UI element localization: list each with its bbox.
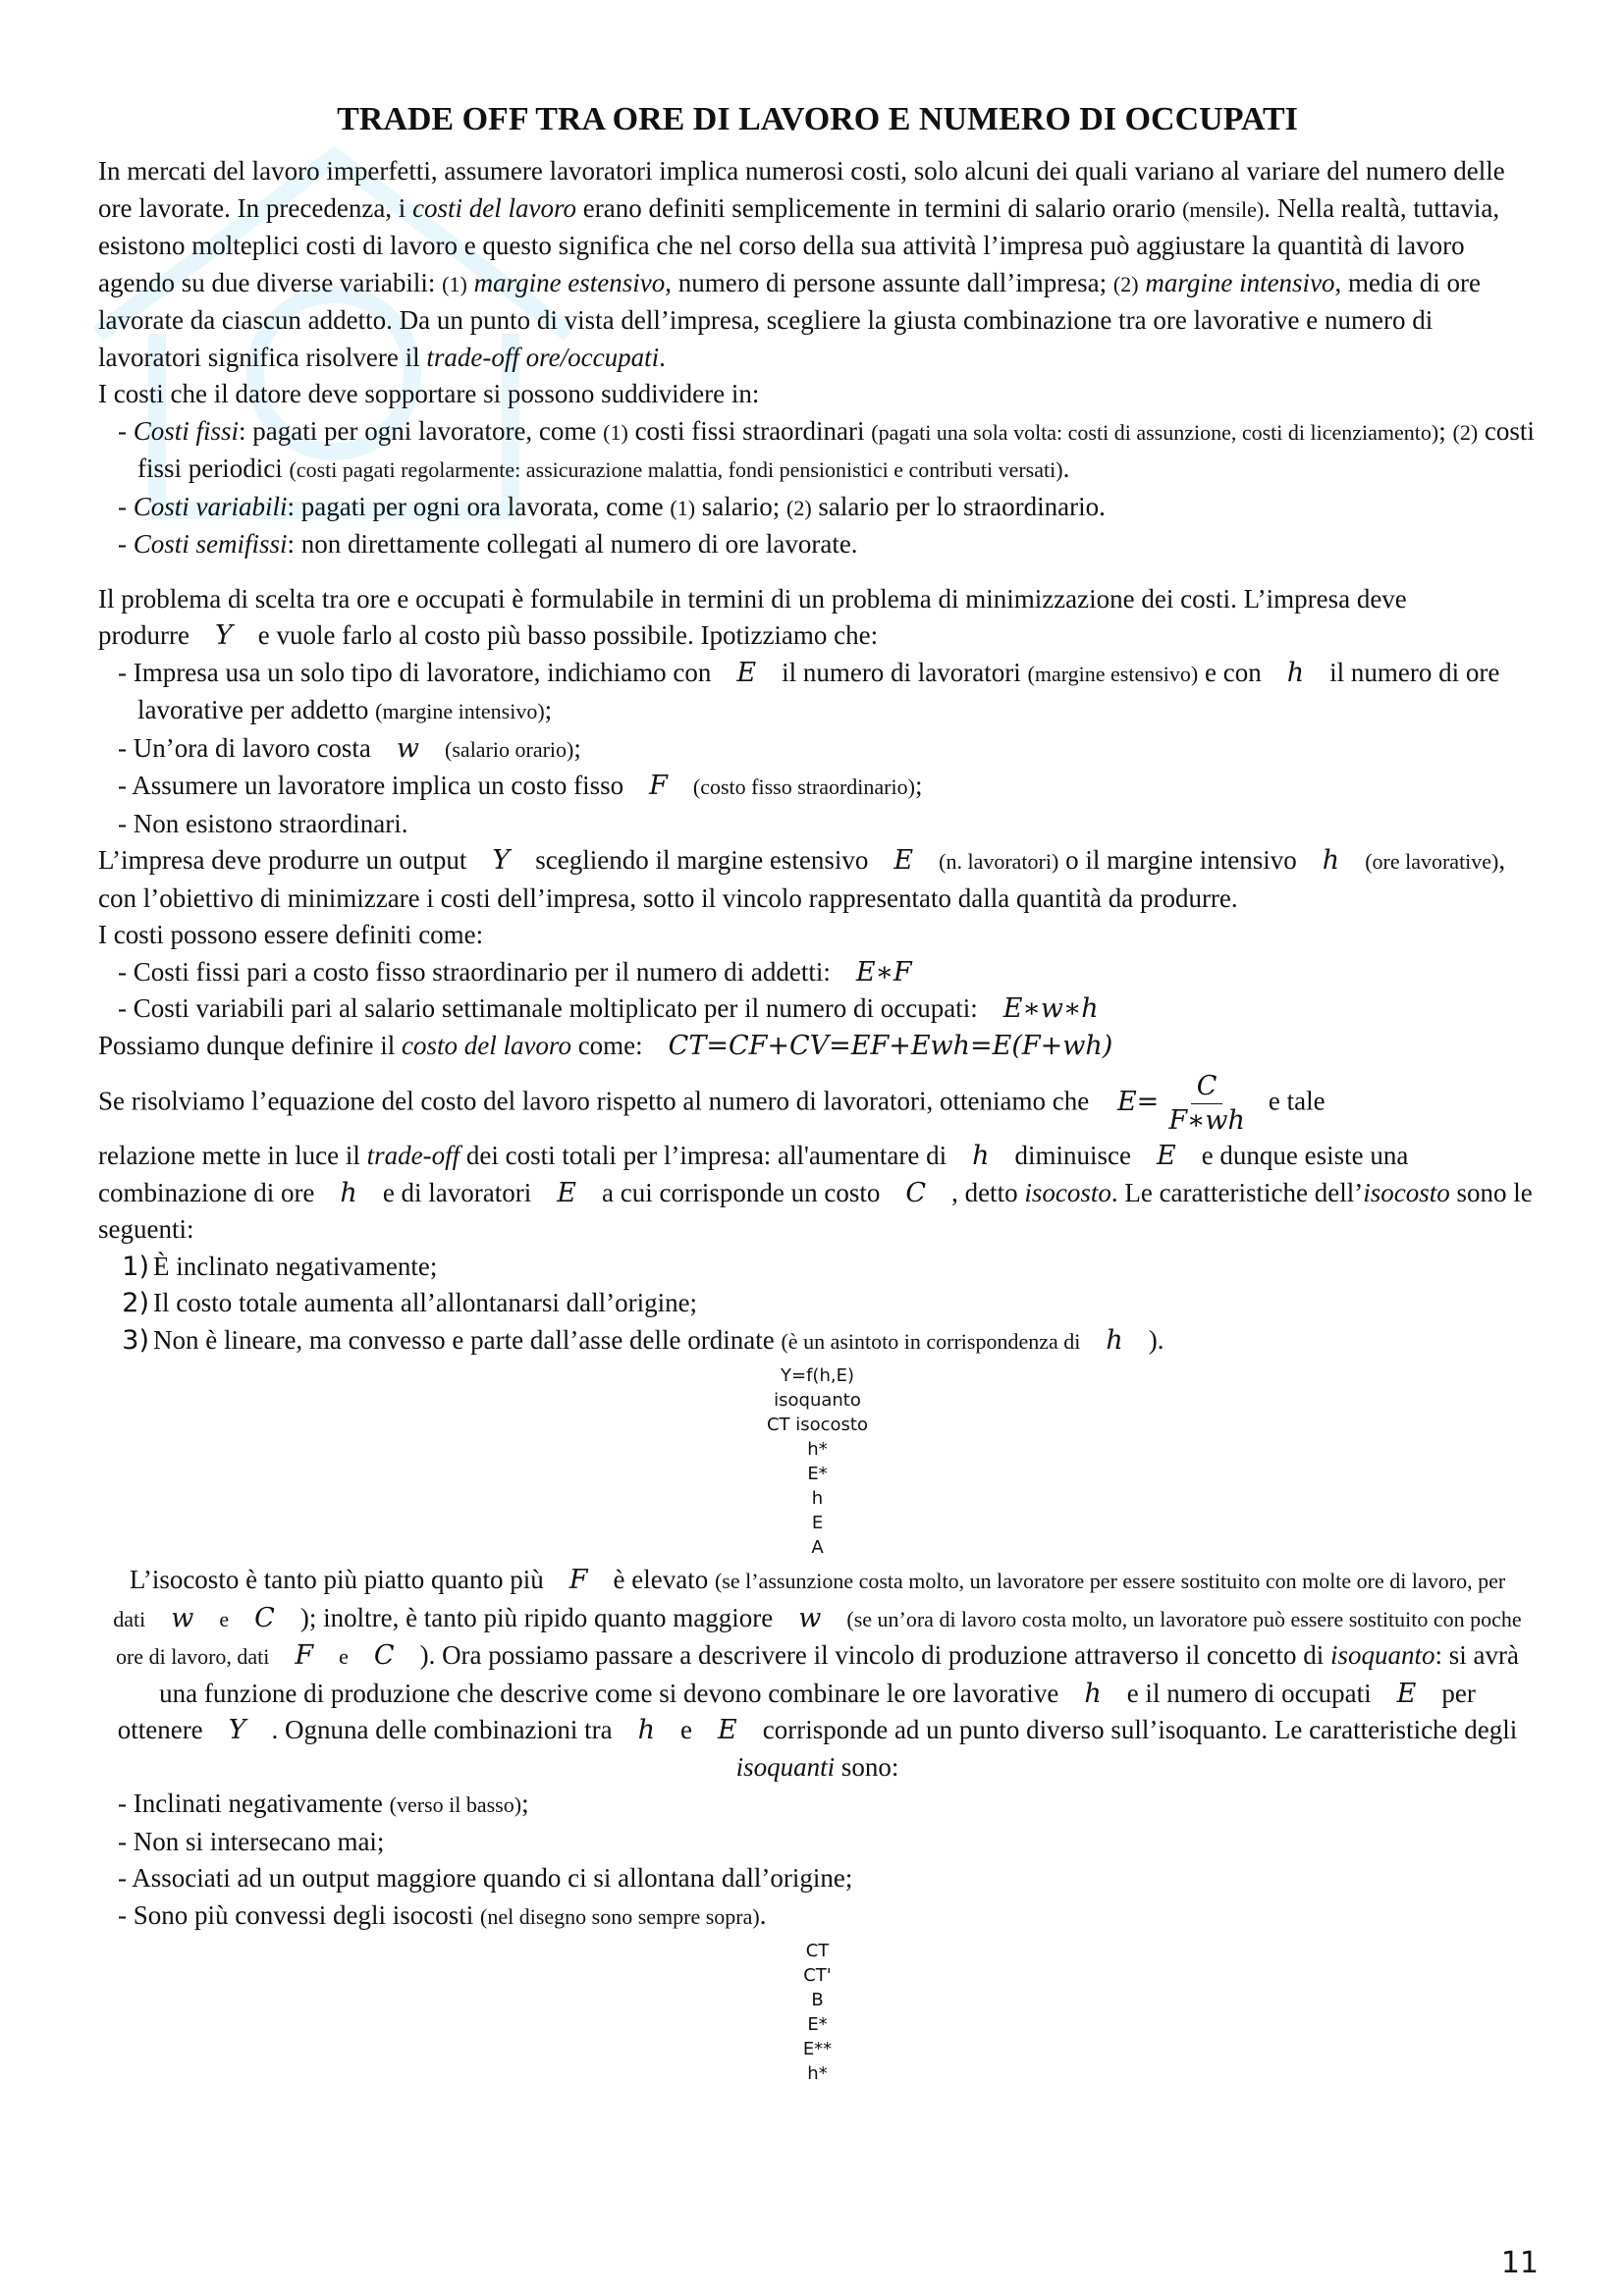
list-item: - Un’ora di lavoro costa w (salario orario); [118, 730, 1537, 769]
list-item: - Assumere un lavoratore implica un costo fisso F (costo fisso straordinario); [118, 768, 1537, 806]
isocost-features-list [98, 1249, 1537, 1361]
page-title: TRADE OFF TRA ORE DI LAVORO E NUMERO DI OCCUPATI [337, 101, 1298, 137]
list-item: - Inclinati negativamente (verso il basso); [118, 1786, 1537, 1824]
fraction-equation: $\frac{C}{F∗wh}$ [1168, 1071, 1245, 1136]
costs-intro: I costi che il datore deve sopportare si possono suddividere in: [98, 379, 760, 408]
list-item: - Sono più convessi degli isocosti (nel disegno sono sempre sopra). [118, 1897, 1537, 1936]
list-item: - Non si intersecano mai; [118, 1824, 1537, 1861]
figure-isoquant-isocost-labels: Y=f(h,E) isoquanto CT isocosto h* E* h E A [766, 1365, 869, 1558]
list-item: - Non esistono straordinari. [118, 806, 1537, 843]
cost-definition-list [98, 954, 1537, 1028]
list-item: - Costi fissi pari a costo fisso straordinario per il numero di addetti: E∗F [118, 954, 1537, 991]
list-item: - Impresa usa un solo tipo di lavoratore, indichiamo con E il numero di lavoratori (margine estensivo) e con h il numero di ore lavorative per addetto (margine intensivo); [118, 655, 1537, 730]
list-item: - Costi fissi: pagati per ogni lavoratore, come (1) costi fissi straordinari (pagati una sola volta: costi di assunzione, costi di licenziamento); (2) costi fissi periodici (costi pagati regolarmente: assicurazione malattia, fondi pensionistici e contributi versati). [118, 413, 1537, 489]
page-number: 11 [1500, 2246, 1539, 2280]
isocost-paragraph: relazione mette in luce il trade-off dei costi totali per l’impresa: all'aumentare di h diminuisce E e dunque esiste una combinazione di ore h e di lavoratori E a cui corrisponde un costo C , detto isocosto. Le caratteristiche dell’isocosto sono le seguenti: [98, 1141, 1533, 1244]
costs-list [98, 413, 1537, 563]
list-item: 1) È inclinato negativamente; [122, 1251, 438, 1282]
list-item: - Costi semifissi: non direttamente collegati al numero di ore lavorate. [118, 526, 1537, 563]
list-item: 3) Non è lineare, ma convesso e parte dall’asse delle ordinate (è un asintoto in corrispondenza di h ). [122, 1324, 1164, 1356]
list-item: 2) Il costo totale aumenta all’allontanarsi dall’origine; [122, 1288, 698, 1318]
intro-paragraph: In mercati del lavoro imperfetti, assumere lavoratori implica numerosi costi, solo alcuni dei quali variano al variare del numero delle ore lavorate. In precedenza, i costi del lavoro erano definiti semplicemente in termini di salario orario (mensile). Nella realtà, tuttavia, esistono molteplici costi di lavoro e questo significa che nel corso della sua attività l’impresa può aggiustare la quantità di lavoro agendo su due diverse variabili: (1) margine estensivo, numero di persone assunte dall’impresa; (2) margine intensivo, media di ore lavorate da ciascun addetto. Da un punto di vista dell’impresa, scegliere la giusta combinazione tra ore lavorative e numero di lavoratori significa risolvere il trade-off ore/occupati. [98, 156, 1505, 372]
document-page [98, 98, 1537, 2088]
problem-paragraph: Il problema di scelta tra ore e occupati è formulabile in termini di un problema di minimizzazione dei costi. L’impresa deve produrre Y e vuole farlo al costo più basso possibile. Ipotizziamo che: [98, 583, 1407, 651]
cost-equation: CT=CF+CV=EF+Ewh=E(F+wh) [668, 1030, 1113, 1061]
cost-equation-line: Possiamo dunque definire il costo del lavoro come: CT=CF+CV=EF+Ewh=E(F+wh) [98, 1030, 1113, 1061]
assumptions-list [98, 655, 1537, 843]
cost-definition-intro: I costi possono essere definiti come: [98, 920, 484, 949]
objective-paragraph: L’impresa deve produrre un output Y scegliendo il margine estensivo E (n. lavoratori) o il margine intensivo h (ore lavorative), con l’obiettivo di minimizzare i costi dell’impresa, sotto il vincolo rappresentato dalla quantità da produrre. [98, 845, 1506, 913]
list-item: - Associati ad un output maggiore quando ci si allontana dall’origine; [118, 1860, 1537, 1897]
isoquant-features-list [98, 1786, 1537, 1935]
figure-isocost-shift-labels: CT CT' B E* E** h* [802, 1941, 833, 2084]
isoquant-paragraph: L’isocosto è tanto più piatto quanto più F è elevato (se l’assunzione costa molto, un lavoratore per essere sostituito con molte ore di lavoro, per dati w e C ); inoltre, è tanto più ripido quanto maggiore w (se un’ora di lavoro costa molto, un lavoratore può essere sostituito con poche ore di lavoro, dati F e C ). Ora possiamo passare a descrivere il vincolo di produzione attraverso il concetto di isoquanto: si avrà una funzione di produzione che descrive come si devono combinare le ore lavorative h e il numero di occupati E per ottenere Y . Ognuna delle combinazioni tra h e E corrisponde ad un punto diverso sull’isoquanto. Le caratteristiche degli isoquanti sono: [113, 1565, 1522, 1782]
list-item: - Costi variabili: pagati per ogni ora lavorata, come (1) salario; (2) salario per lo straordinario. [118, 489, 1537, 527]
list-item: - Costi variabili pari al salario settimanale moltiplicato per il numero di occupati: E∗w∗h [118, 990, 1537, 1028]
solve-equation-line: Se risolviamo l’equazione del costo del lavoro rispetto al numero di lavoratori, otteniamo che E= $\frac{C}{F∗wh}$ e tale [98, 1071, 1325, 1136]
